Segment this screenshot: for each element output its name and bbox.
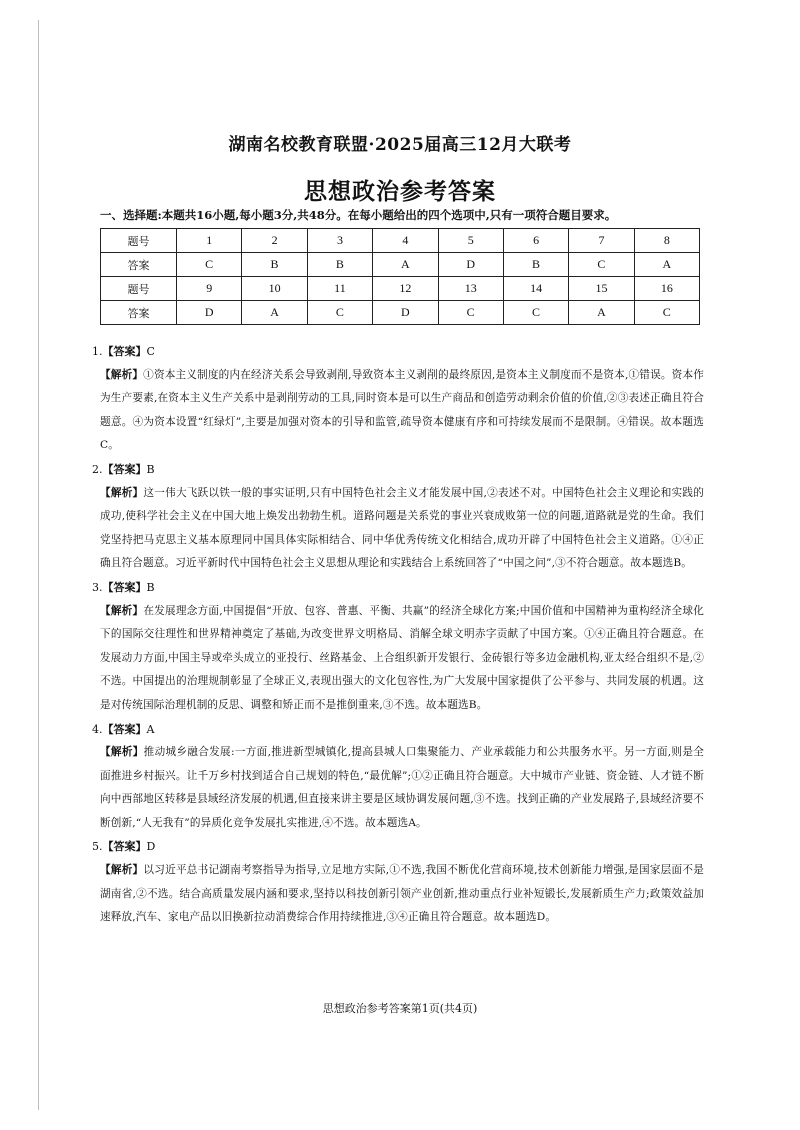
analysis-text: 在发展理念方面,中国提倡“开放、包容、普惠、平衡、共赢”的经济全球化方案;中国价值和中国精神为重构经济全球化下的国际交往理性和世界精神奠定了基础,为改变世界文明格局、消解全球文明赤字贡献了中国方案。①④正确且符合题意。在发展动力方面,中国主导或牵头成立的亚投行、丝路基金、上合组织新开发银行、金砖银行等多边金融机构,亚太经合组织不是,②不选。中国提出的治理规制彰显了全球正义,表现出强大的文化包容性,为广大发展中国家提供了公平参与、共同发展的机遇。这是对传统国际治理机制的反思、调整和矫正而不是推倒重来,③不选。故本题选B。 xyxy=(100,604,704,711)
answer-value: B xyxy=(146,580,155,594)
answer-value: C xyxy=(146,345,155,358)
question-number: 2. xyxy=(92,462,103,476)
question-number-cell: 8 xyxy=(634,229,699,253)
answer-cell: C xyxy=(569,253,634,277)
analysis-label: 【解析】 xyxy=(100,368,144,381)
question-number-cell: 16 xyxy=(634,277,699,301)
question-number-cell: 13 xyxy=(438,277,503,301)
table-row-numbers xyxy=(101,277,700,301)
question-number-cell: 3 xyxy=(307,229,372,253)
answer-cell: B xyxy=(242,253,307,277)
answer-cell: B xyxy=(307,253,372,277)
analysis-text: 以习近平总书记湖南考察指导为指导,立足地方实际,①不选,我国不断优化营商环境,技术创新能力增强,是国家层面不是湖南省,②不选。结合高质量发展内涵和要求,坚持以科技创新引领产业创新,推动重点行业补短锻长,发展新质生产力;政策效益加速释放,汽车、家电产品以旧换新拉动消费综合作用持续推进,③④正确且符合题意。故本题选D。 xyxy=(100,864,704,924)
row-label-number: 题号 xyxy=(101,277,177,301)
question-number-cell: 1 xyxy=(177,229,242,253)
answer-cell: C xyxy=(307,301,372,325)
question-answer-line xyxy=(92,718,704,742)
question-number: 3. xyxy=(92,580,103,594)
analysis-label: 【解析】 xyxy=(100,604,144,617)
answer-value: A xyxy=(146,722,155,736)
answer-cell: A xyxy=(569,301,634,325)
answer-table xyxy=(100,228,700,325)
answer-cell: A xyxy=(373,253,438,277)
section-instructions: 一、选择题:本题共16小题,每小题3分,共48分。在每小题给出的四个选项中,只有一项符合题目要求。 xyxy=(100,208,617,222)
analysis-label: 【解析】 xyxy=(100,864,144,877)
answer-label: 【答案】 xyxy=(102,840,147,854)
analysis-paragraph xyxy=(92,741,704,835)
page-footer: 思想政治参考答案第1页(共4页) xyxy=(322,1002,478,1015)
question-answer-line xyxy=(92,458,704,482)
question-answer-line xyxy=(92,340,704,364)
answer-label: 【答案】 xyxy=(102,345,147,358)
analysis-paragraph xyxy=(92,600,704,718)
question-answer-line xyxy=(92,835,704,859)
question-number-cell: 15 xyxy=(569,277,634,301)
answer-cell: A xyxy=(634,253,699,277)
question-number-cell: 12 xyxy=(373,277,438,301)
analysis-label: 【解析】 xyxy=(100,746,144,759)
table-row-answers xyxy=(101,253,700,277)
answer-value: D xyxy=(146,840,156,854)
answer-label: 【答案】 xyxy=(102,722,147,736)
answer-cell: C xyxy=(177,253,242,277)
answer-cell: D xyxy=(438,253,503,277)
analysis-text: ①资本主义制度的内在经济关系会导致剥削,导致资本主义剥削的最终原因,是资本主义制度而不是资本,①错误。资本作为生产要素,在资本主义生产关系中是剥削劳动的工具,同时资本是可以生产商品和创造劳动剩余价值的价值,②③表述正确且符合题意。④为资本设置“红绿灯”,主要是加强对资本的引导和监管,疏导资本健康有序和可持续发展而不是限制。④错误。故本题选C。 xyxy=(100,368,704,452)
answer-cell: A xyxy=(242,301,307,325)
answer-cell: C xyxy=(503,301,568,325)
row-label-answer: 答案 xyxy=(101,301,177,325)
analysis-paragraph xyxy=(92,364,704,458)
answer-label: 【答案】 xyxy=(102,462,147,476)
question-number-cell: 5 xyxy=(438,229,503,253)
analysis-text: 推动城乡融合发展:一方面,推进新型城镇化,提高县城人口集聚能力、产业承载能力和公共服务水平。另一方面,则是全面推进乡村振兴。让千万乡村找到适合自己规划的特色,“最优解”;①②正确且符合题意。大中城市产业链、资金链、人才链不断向中西部地区转移是县域经济发展的机遇,但直接来讲主要是区域协调发展问题,③不选。找到正确的产业发展路子,县域经济要不断创新,“人无我有”的异质化竞争发展扎实推进,④不选。故本题选A。 xyxy=(100,746,704,829)
analysis-paragraph xyxy=(92,859,704,930)
question-number-cell: 4 xyxy=(373,229,438,253)
exam-title: 湖南名校教育联盟·2025届高三12月大联考 xyxy=(228,135,572,155)
analysis-label: 【解析】 xyxy=(100,486,144,499)
answer-cell: D xyxy=(373,301,438,325)
answer-label: 【答案】 xyxy=(102,580,147,594)
table-row-numbers xyxy=(101,229,700,253)
question-number-cell: 9 xyxy=(177,277,242,301)
analysis-text: 这一伟大飞跃以铁一般的事实证明,只有中国特色社会主义才能发展中国,②表述不对。中国特色社会主义理论和实践的成功,使科学社会主义在中国大地上焕发出勃勃生机。道路问题是关系党的事业兴衰成败第一位的问题,道路就是党的生命。我们党坚持把马克思主义基本原理同中国具体实际相结合、同中华优秀传统文化相结合,成功开辟了中国特色社会主义道路。①④正确且符合题意。习近平新时代中国特色社会主义思想从理论和实践结合上系统回答了“中国之问”,③不符合题意。故本题选B。 xyxy=(100,486,704,570)
document-subtitle: 思想政治参考答案 xyxy=(304,178,496,205)
answer-value: B xyxy=(146,462,155,476)
row-label-number: 题号 xyxy=(101,229,177,253)
page-margin-line xyxy=(38,20,39,1110)
question-number-cell: 2 xyxy=(242,229,307,253)
question-number: 4. xyxy=(92,722,103,736)
question-number-cell: 7 xyxy=(569,229,634,253)
question-number: 1. xyxy=(92,345,103,358)
answer-cell: C xyxy=(634,301,699,325)
question-number: 5. xyxy=(92,840,103,854)
question-number-cell: 11 xyxy=(307,277,372,301)
question-number-cell: 6 xyxy=(503,229,568,253)
answer-cell: C xyxy=(438,301,503,325)
row-label-answer: 答案 xyxy=(101,253,177,277)
question-number-cell: 14 xyxy=(503,277,568,301)
table-row-answers xyxy=(101,301,700,325)
answer-cell: D xyxy=(177,301,242,325)
question-answer-line xyxy=(92,576,704,600)
analysis-paragraph xyxy=(92,482,704,576)
analysis-list xyxy=(92,340,704,930)
answer-cell: B xyxy=(503,253,568,277)
question-number-cell: 10 xyxy=(242,277,307,301)
